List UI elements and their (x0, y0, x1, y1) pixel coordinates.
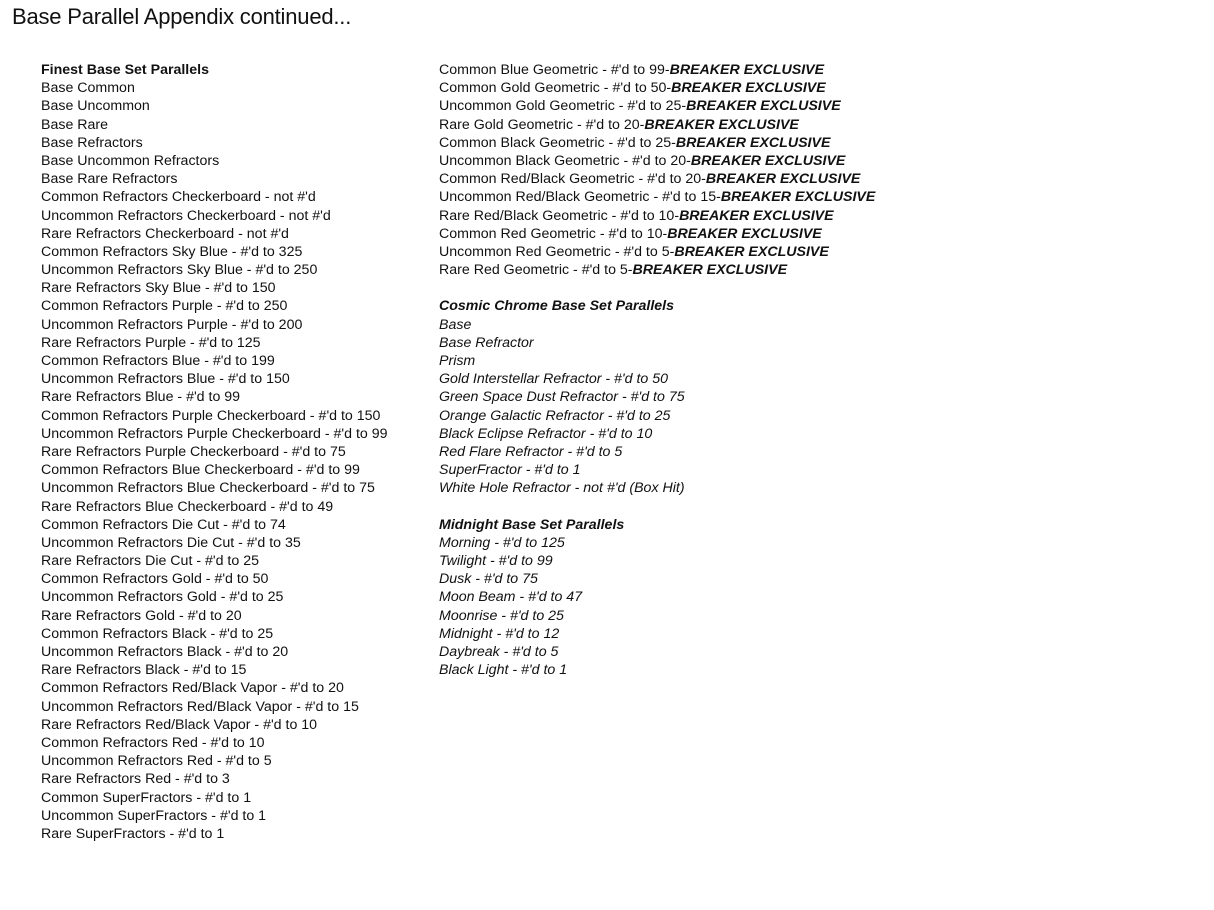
list-item: Rare Refractors Checkerboard - not #'d (41, 225, 289, 242)
midnight-heading: Midnight Base Set Parallels (439, 516, 625, 533)
list-item: Common Refractors Blue - #'d to 199 (41, 353, 275, 369)
list-item: Daybreak - #'d to 5 (439, 644, 559, 660)
list-item: Common SuperFractors - #'d to 1 (41, 789, 252, 806)
list-item (439, 243, 999, 261)
list-item (439, 134, 999, 152)
list-item: Base Uncommon (41, 98, 150, 115)
finest-list (41, 79, 431, 843)
list-item: Morning - #'d to 125 (439, 534, 565, 551)
breaker-exclusive-tag: BREAKER EXCLUSIVE (671, 80, 826, 97)
item-label: Common Black Geometric - #'d to 25- (439, 134, 676, 151)
list-item: Green Space Dust Refractor - #'d to 75 (439, 389, 685, 406)
breaker-exclusive-tag: BREAKER EXCLUSIVE (632, 262, 788, 279)
item-label: Common Blue Geometric - #'d to 99- (439, 62, 670, 78)
list-item: Common Refractors Red/Black Vapor - #'d to 20 (41, 680, 344, 697)
list-item: Base Rare Refractors (41, 171, 178, 188)
list-item: Common Refractors Die Cut - #'d to 74 (41, 516, 286, 533)
breaker-exclusive-tag: BREAKER EXCLUSIVE (686, 98, 841, 115)
list-item: SuperFractor - #'d to 1 (439, 462, 581, 479)
spacer (439, 498, 999, 516)
list-item: Base Rare (41, 116, 109, 133)
breaker-exclusive-tag: BREAKER EXCLUSIVE (675, 134, 831, 151)
spacer (439, 279, 999, 297)
list-item: Base Refractors (41, 134, 143, 151)
list-item: Rare Refractors Purple - #'d to 125 (41, 334, 261, 351)
item-label: Rare Red Geometric - #'d to 5- (439, 262, 633, 279)
item-label: Rare Red/Black Geometric - #'d to 10- (439, 207, 680, 224)
breaker-exclusive-tag: BREAKER EXCLUSIVE (705, 171, 861, 188)
list-item: Common Refractors Purple Checkerboard - #'d to 150 (41, 407, 381, 424)
list-item (439, 170, 999, 188)
list-item: Uncommon Refractors Purple Checkerboard - #'d to 99 (41, 425, 388, 442)
list-item (439, 152, 999, 170)
list-item: Common Refractors Purple - #'d to 250 (41, 298, 288, 315)
list-item: Common Refractors Gold - #'d to 50 (41, 571, 269, 588)
breaker-exclusive-tag: BREAKER EXCLUSIVE (669, 62, 825, 78)
breaker-exclusive-tag: BREAKER EXCLUSIVE (720, 189, 876, 206)
geometric-list (439, 61, 999, 279)
list-item: Base (439, 316, 472, 333)
list-item: Uncommon SuperFractors - #'d to 1 (41, 807, 267, 824)
cosmic-list (439, 316, 999, 498)
list-item: Uncommon Refractors Black - #'d to 20 (41, 644, 289, 660)
list-item: Base Uncommon Refractors (41, 152, 220, 169)
breaker-exclusive-tag: BREAKER EXCLUSIVE (690, 152, 846, 169)
list-item: Prism (439, 353, 476, 369)
list-item: Rare Refractors Purple Checkerboard - #'d to 75 (41, 443, 346, 460)
list-item (439, 188, 999, 206)
right-column (439, 61, 999, 679)
list-item: Base Refractor (439, 334, 534, 351)
list-item (439, 61, 999, 79)
list-item (439, 116, 999, 134)
list-item: Uncommon Refractors Red/Black Vapor - #'d to 15 (41, 698, 359, 715)
list-item: Base Common (41, 80, 135, 97)
breaker-exclusive-tag: BREAKER EXCLUSIVE (679, 207, 834, 224)
list-item (439, 79, 999, 97)
finest-heading: Finest Base Set Parallels (41, 62, 209, 78)
list-item: Uncommon Refractors Blue - #'d to 150 (41, 371, 290, 388)
list-item (439, 207, 999, 225)
list-item: Moonrise - #'d to 25 (439, 607, 564, 624)
item-label: Uncommon Gold Geometric - #'d to 25- (439, 98, 687, 115)
list-item: Rare Refractors Sky Blue - #'d to 150 (41, 280, 276, 297)
list-item: Black Light - #'d to 1 (439, 662, 568, 679)
breaker-exclusive-tag: BREAKER EXCLUSIVE (667, 225, 822, 242)
list-item: Twilight - #'d to 99 (439, 553, 553, 570)
list-item: White Hole Refractor - not #'d (Box Hit) (439, 480, 685, 497)
breaker-exclusive-tag: BREAKER EXCLUSIVE (674, 243, 829, 260)
list-item: Gold Interstellar Refractor - #'d to 50 (439, 371, 669, 388)
list-item (439, 225, 999, 243)
item-label: Common Gold Geometric - #'d to 50- (439, 80, 672, 97)
list-item: Uncommon Refractors Sky Blue - #'d to 250 (41, 262, 318, 279)
list-item: Uncommon Refractors Gold - #'d to 25 (41, 589, 284, 606)
item-label: Common Red/Black Geometric - #'d to 20- (439, 171, 706, 188)
list-item: Rare Refractors Blue - #'d to 99 (41, 389, 241, 406)
page-title: Base Parallel Appendix continued... (12, 4, 352, 29)
list-item: Uncommon Refractors Die Cut - #'d to 35 (41, 534, 301, 551)
list-item: Uncommon Refractors Blue Checkerboard - #'d to 75 (41, 480, 375, 497)
item-label: Uncommon Red Geometric - #'d to 5- (439, 243, 675, 260)
cosmic-heading: Cosmic Chrome Base Set Parallels (439, 298, 674, 315)
list-item: Uncommon Refractors Purple - #'d to 200 (41, 316, 303, 333)
item-label: Uncommon Red/Black Geometric - #'d to 15- (439, 189, 721, 206)
list-item: Midnight - #'d to 12 (439, 625, 560, 642)
list-item: Black Eclipse Refractor - #'d to 10 (439, 425, 653, 442)
list-item (439, 97, 999, 115)
list-item: Moon Beam - #'d to 47 (439, 589, 583, 606)
list-item: Common Refractors Blue Checkerboard - #'d to 99 (41, 462, 360, 479)
list-item: Red Flare Refractor - #'d to 5 (439, 443, 623, 460)
list-item: Common Refractors Red - #'d to 10 (41, 734, 265, 751)
list-item: Rare Refractors Red - #'d to 3 (41, 771, 230, 788)
midnight-list (439, 534, 999, 680)
list-item: Rare Refractors Blue Checkerboard - #'d to 49 (41, 498, 334, 515)
list-item: Rare Refractors Gold - #'d to 20 (41, 607, 242, 624)
list-item: Uncommon Refractors Red - #'d to 5 (41, 753, 272, 770)
item-label: Uncommon Black Geometric - #'d to 20- (439, 152, 691, 169)
list-item: Common Refractors Black - #'d to 25 (41, 625, 274, 642)
finest-column (41, 61, 431, 843)
list-item: Rare Refractors Black - #'d to 15 (41, 662, 247, 679)
list-item: Dusk - #'d to 75 (439, 571, 538, 588)
list-item: Common Refractors Sky Blue - #'d to 325 (41, 243, 303, 260)
list-item (439, 261, 999, 279)
item-label: Rare Gold Geometric - #'d to 20- (439, 116, 645, 133)
breaker-exclusive-tag: BREAKER EXCLUSIVE (644, 116, 799, 133)
list-item: Rare Refractors Red/Black Vapor - #'d to 10 (41, 716, 318, 733)
list-item: Rare SuperFractors - #'d to 1 (41, 825, 225, 842)
list-item: Rare Refractors Die Cut - #'d to 25 (41, 553, 259, 570)
list-item: Uncommon Refractors Checkerboard - not #'d (41, 207, 331, 224)
list-item: Orange Galactic Refractor - #'d to 25 (439, 407, 671, 424)
list-item: Common Refractors Checkerboard - not #'d (41, 189, 316, 206)
item-label: Common Red Geometric - #'d to 10- (439, 225, 668, 242)
